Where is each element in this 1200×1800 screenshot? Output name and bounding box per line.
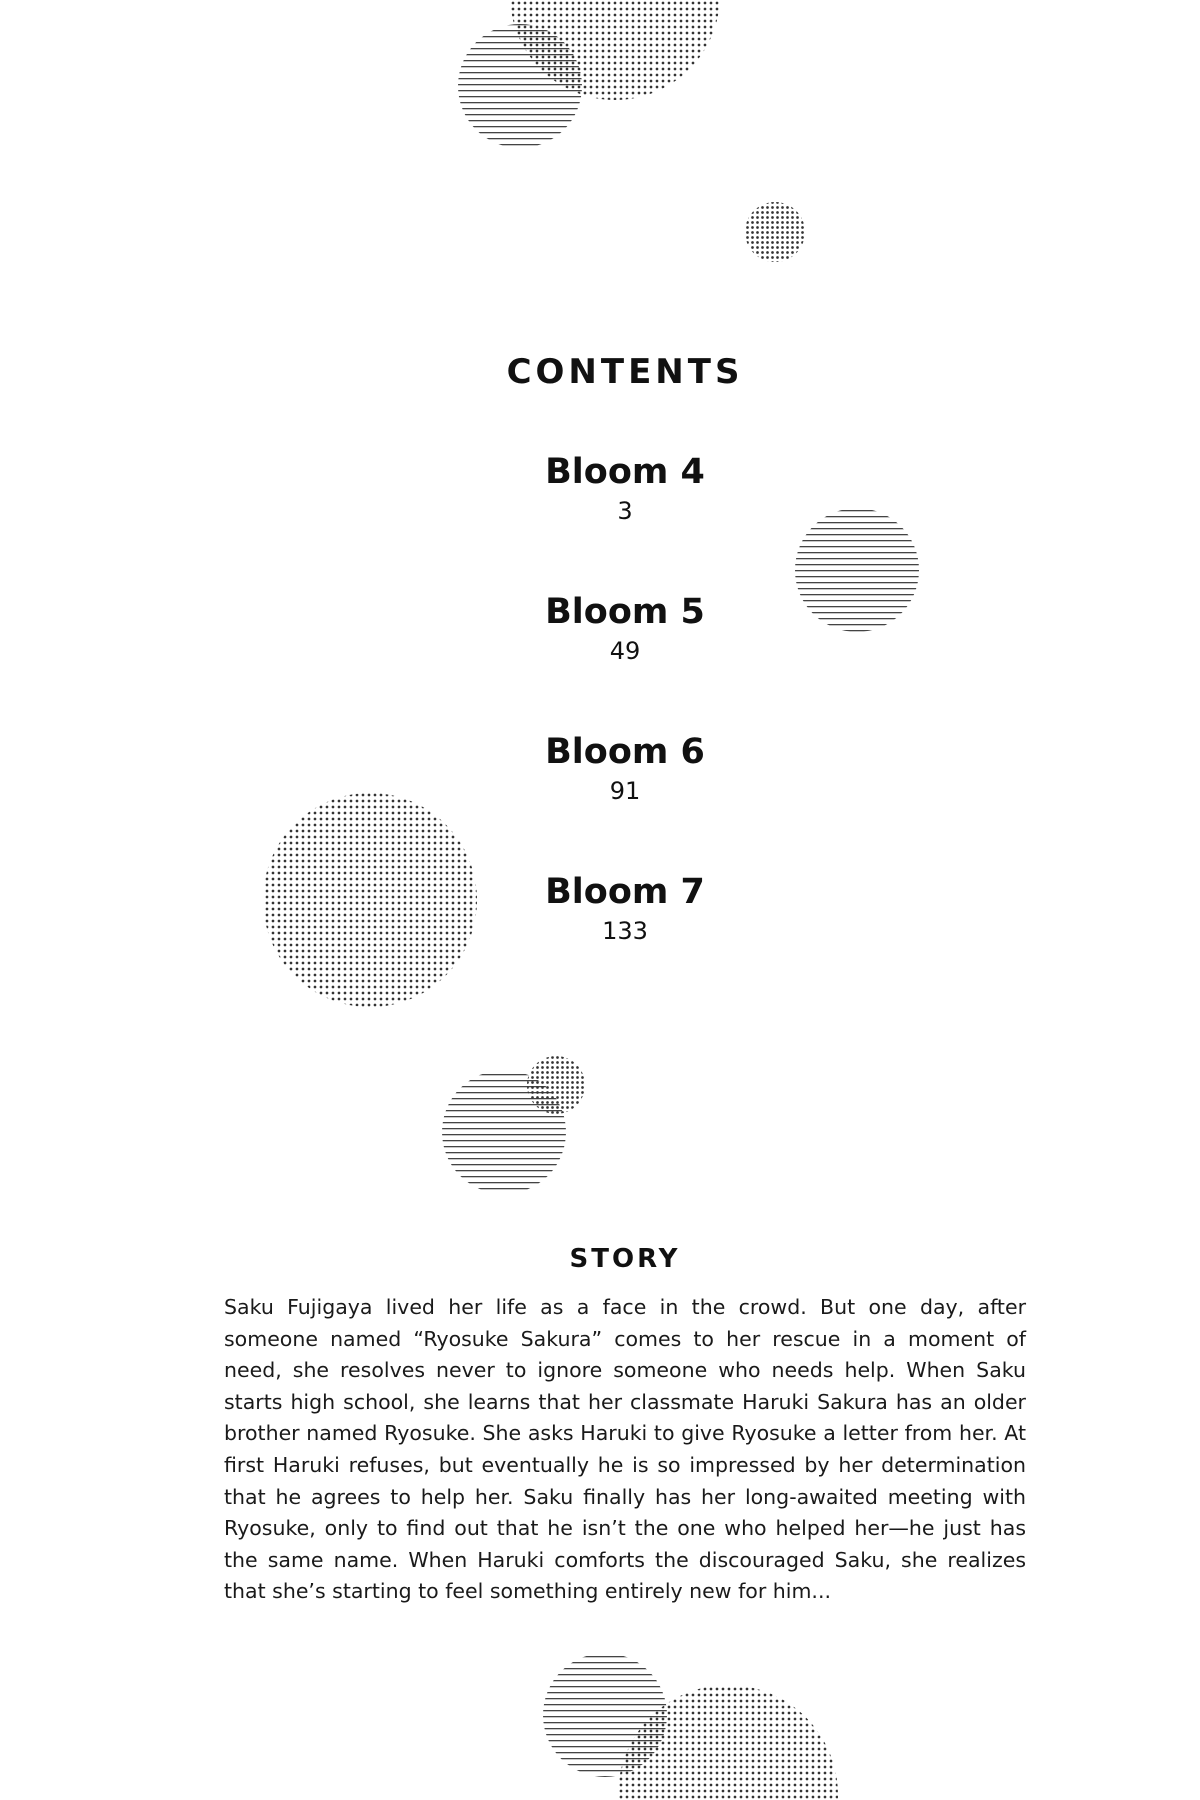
chapter-page-number: 91: [609, 777, 641, 805]
chapter-page-number: 3: [617, 497, 633, 525]
striped-circle: [442, 1070, 566, 1194]
striped-circle: [458, 24, 582, 148]
table-of-contents: [0, 450, 1200, 1010]
story-summary: Saku Fujigaya lived her life as a face in the crowd. But one day, after someone named “Ryosuke Sakura” comes to her rescue in a moment of need, she resolves never to ignore someone who needs help. When Saku starts high school, she learns that her classmate Haruki Sakura has an older brother named Ryosuke. She asks Haruki to give Ryosuke a letter from her. At first Haruki refuses, but eventually he is so impressed by her determination that he agrees to help her. Saku finally has her long-awaited meeting with Ryosuke, only to find out that he isn’t the one who helped her—he just has the same name. When Haruki comforts the discouraged Saku, she realizes that she’s starting to feel something entirely new for him...: [224, 1295, 1026, 1604]
toc-entry[interactable]: [0, 870, 1200, 1010]
toc-entry[interactable]: [0, 590, 1200, 730]
toc-entry[interactable]: [0, 450, 1200, 590]
chapter-title: Bloom 4: [545, 452, 705, 492]
chapter-page-number: 49: [609, 637, 641, 665]
contents-heading: CONTENTS: [506, 352, 744, 392]
toc-entry[interactable]: [0, 730, 1200, 870]
story-heading: STORY: [569, 1244, 681, 1274]
chapter-title: Bloom 6: [545, 732, 705, 772]
dotted-circle: [745, 202, 805, 262]
chapter-title: Bloom 7: [545, 872, 705, 912]
dotted-circle: [527, 1056, 585, 1114]
dotted-circle: [618, 1685, 838, 1800]
chapter-title: Bloom 5: [545, 592, 705, 632]
chapter-page-number: 133: [602, 917, 648, 945]
striped-circle: [543, 1653, 667, 1777]
dotted-circle: [510, 0, 720, 100]
